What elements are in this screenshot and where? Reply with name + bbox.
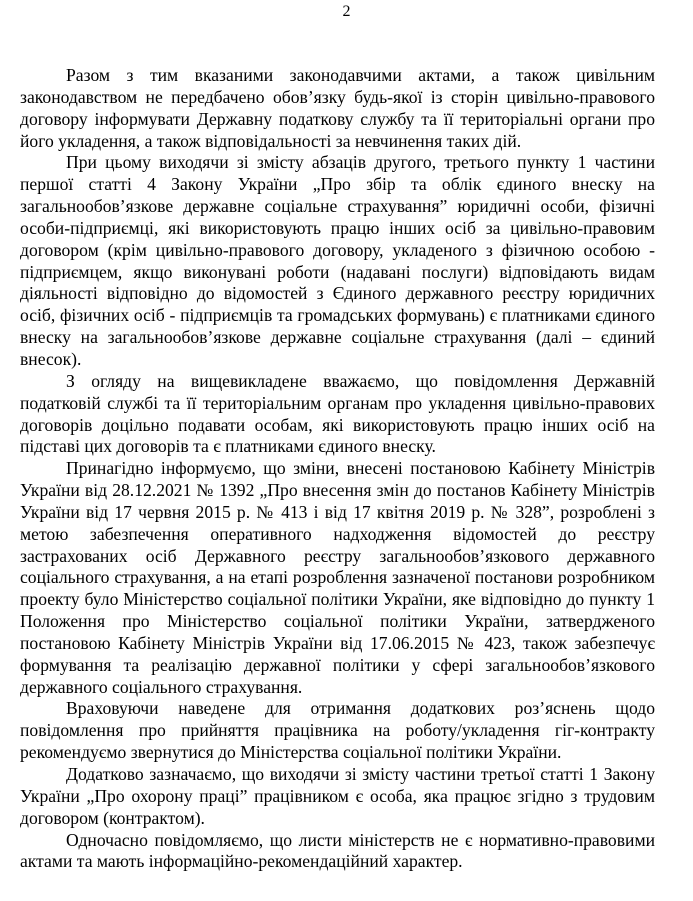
- document-body: [20, 65, 655, 873]
- paragraph-ministry-referral: Враховуючи наведене для отримання додаткових роз’яснень щодо повідомлення про прийняття працівника на роботу/укладення гіг-контракту рекомендуємо звернутися до Міністерства соціальної політики України.: [20, 698, 655, 763]
- paragraph-labor-protection-law: Додатково зазначаємо, що виходячи зі змісту частини третьої статті 1 Закону України „Про охорону праці” працівником є особа, яка працює згідно з трудовим договором (контрактом).: [20, 764, 655, 828]
- paragraph-single-contribution-payers: При цьому виходячи зі змісту абзаців другого, третього пункту 1 частини першої статті 4 Закону України „Про збір та облік єдиного внеску на загальнообов’язкове державне соціальне страхування” юридичні особи, фізичні особи-підприємці, які використовують працю інших осіб за цивільно-правовим договором (крім цивільно-правового договору, укладеного з фізичною особою - підприємцем, якщо виконувані роботи (надавані послуги) відповідають видам діяльності відповідно до відомостей з Єдиного державного реєстру юридичних осіб, фізичних осіб - підприємців та громадських формувань) є платниками єдиного внеску на загальнообов’язкове державне соціальне страхування (далі – єдиний внесок).: [20, 152, 655, 369]
- paragraph-notification-recommendation: З огляду на вищевикладене вважаємо, що повідомлення Державній податковій службі та її територіальним органам про укладення цивільно-правових договорів доцільно подавати особам, які використовують працю інших осіб на підставі цих договорів та є платниками єдиного внеску.: [20, 370, 655, 457]
- page-number: 2: [342, 3, 351, 20]
- paragraph-cabinet-resolution-changes: Принагідно інформуємо, що зміни, внесені постановою Кабінету Міністрів України від 28.12.2021 № 1392 „Про внесення змін до постанов Кабінету Міністрів України від 17 червня 2015 р. № 413 і від 17 квітня 2019 р. № 328”, розроблені з метою забезпечення оперативного надходження відомостей до реєстру застрахованих осіб Державного реєстру загальнообов’язкового державного соціального страхування, а на етапі розроблення зазначеної постанови розробником проекту було Міністерство соціальної політики України, яке відповідно до пункту 1 Положення про Міністерство соціальної політики України, затвердженого постановою Кабінету Міністрів України від 17.06.2015 № 423, також забезпечує формування та реалізацію державної політики у сфері загальнообов’язкового державного соціального страхування.: [20, 458, 655, 697]
- paragraph-legislation-no-obligation: Разом з тим вказаними законодавчими актами, а також цивільним законодавством не передбачено обов’язку будь-якої із сторін цивільно-правового договору інформувати Державну податкову службу та її територіальні органи про його укладення, а також відповідальності за невчинення таких дій.: [20, 65, 655, 151]
- paragraph-letters-not-normative: Одночасно повідомляємо, що листи міністерств не є нормативно-правовими актами та мають інформаційно-рекомендаційний характер.: [20, 829, 655, 872]
